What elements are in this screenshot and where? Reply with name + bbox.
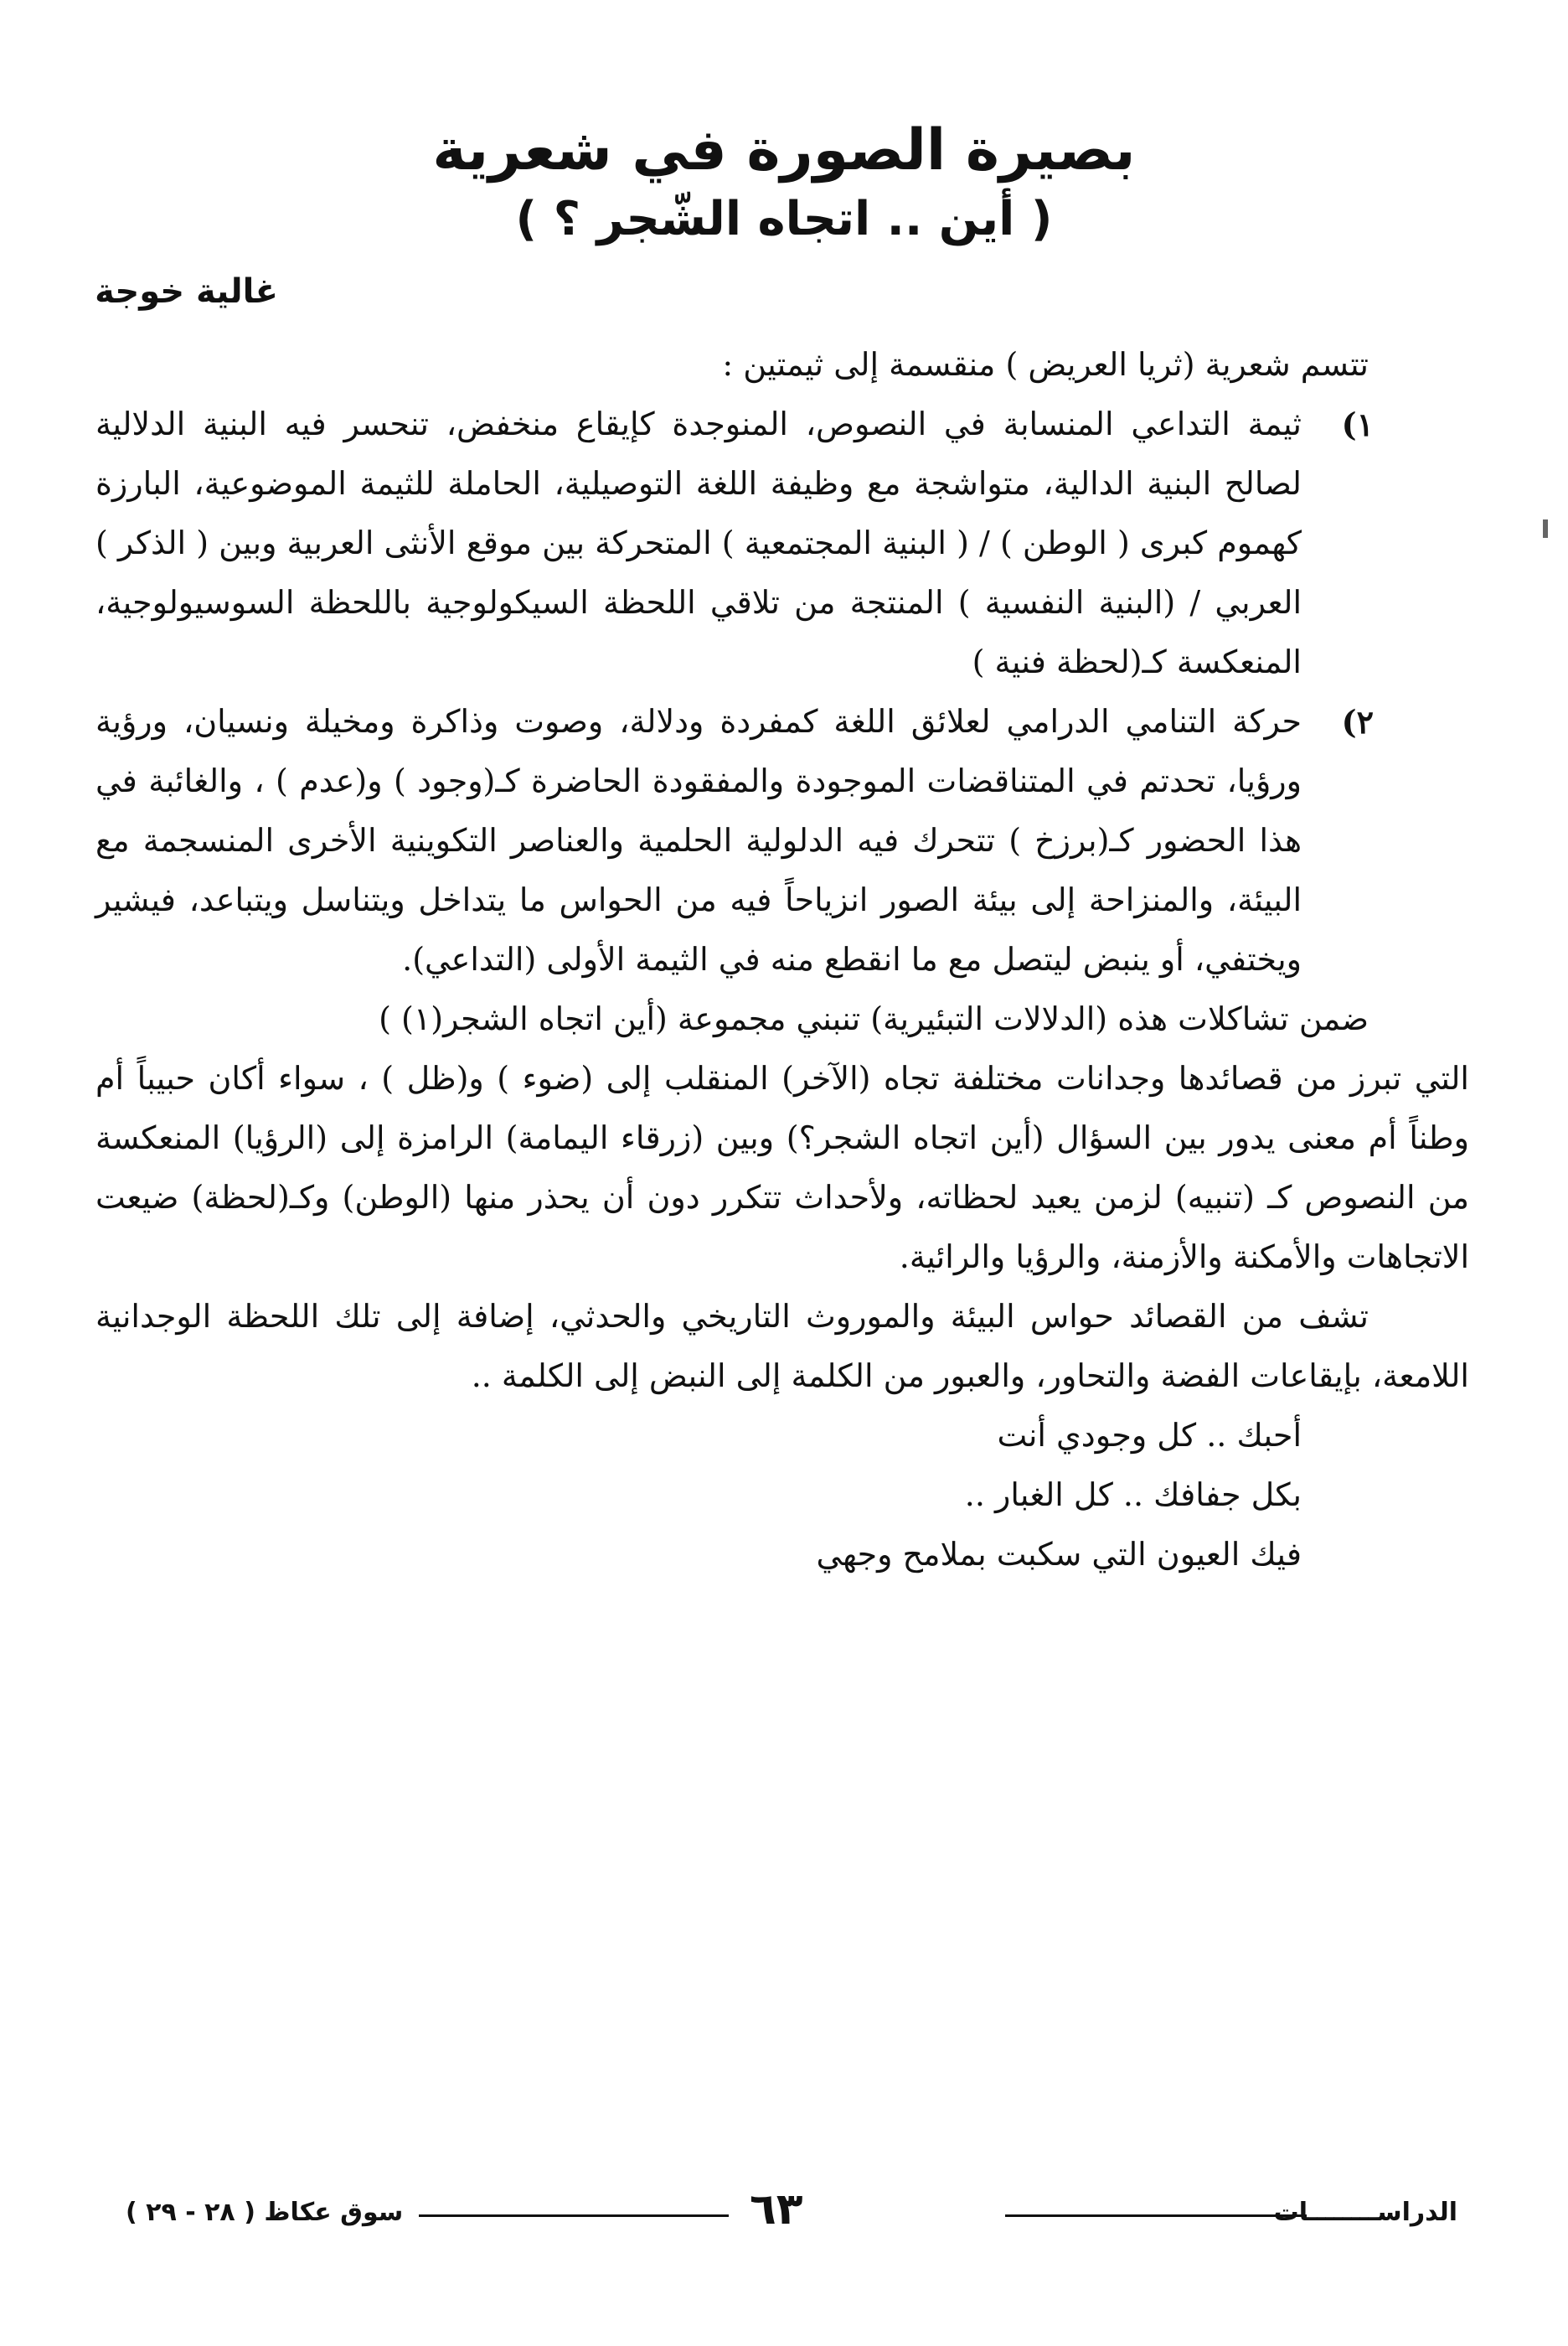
- article-title: بصيرة الصورة في شعرية: [432, 117, 1136, 183]
- theme-item: [95, 395, 1374, 692]
- poem-line: فيك العيون التي سكبت بملامح وجهي: [816, 1536, 1302, 1573]
- article-body: [95, 335, 1469, 1584]
- margin-mark: [1543, 519, 1548, 538]
- author-name: غالية خوجة: [95, 272, 278, 311]
- paragraph-main: التي تبرز من قصائدها وجدانات مختلفة تجاه (الآخر) المنقلب إلى (ضوء ) و(ظل ) ، سواء أكان حبيباً أم وطناً أم معنى يدور بين السؤال (أين اتجاه الشجر؟) وبين (زرقاء اليمامة) الرامزة إلى (الرؤيا) المنعكسة من النصوص كـ (تنبيه) لزمن يعيد لحظاته، ولأحداث تتكرر دون أن يحذر منها (الوطن) وكـ(لحظة) ضيعت الاتجاهات والأمكنة والأزمنة، والرؤيا والرائية.: [95, 1060, 1469, 1275]
- theme-item: [95, 692, 1374, 990]
- intro-paragraph: تتسم شعرية (ثريا العريض ) منقسمة إلى ثيمتين :: [722, 346, 1369, 383]
- poem-line: أحبك .. كل وجودي أنت: [997, 1417, 1302, 1454]
- section-label: الدراســــــــات: [1273, 2198, 1457, 2227]
- poem-excerpt: [95, 1406, 1302, 1584]
- page-footer: [126, 2184, 1457, 2241]
- page-number: ٦٣: [750, 2184, 803, 2235]
- paragraph-lead: ضمن تشاكلات هذه (الدلالات التبئيرية) تنبني مجموعة (أين اتجاه الشجر(١) ): [379, 1000, 1369, 1037]
- footer-divider: [419, 2214, 729, 2217]
- theme-text: حركة التنامي الدرامي لعلائق اللغة كمفردة ودلالة، وصوت وذاكرة ومخيلة ونسيان، ورؤية ورؤيا، تحدتم في المتناقضات الموجودة والمفقودة الحاضرة كـ(وجود ) و(عدم ) ، والغائبة في هذا الحضور كـ(برزخ ) تتحرك فيه الدلولية الحلمية والعناصر التكوينية الأخرى المنسجمة مع البيئة، والمنزاحة إلى بيئة الصور انزياحاً فيه من الحواس ما يتداخل ويتناسل ويتباعد، فيشير ويختفي، أو ينبض ليتصل مع ما انقطع منه في الثيمة الأولى (التداعي).: [95, 703, 1302, 978]
- paragraph-second: تشف من القصائد حواس البيئة والموروث التاريخي والحدثي، إضافة إلى تلك اللحظة الوجدانية اللامعة، بإيقاعات الفضة والتحاور، والعبور من الكلمة إلى النبض إلى الكلمة ..: [95, 1298, 1469, 1394]
- footer-divider: [1005, 2214, 1307, 2217]
- theme-number: ٢): [1341, 703, 1374, 741]
- theme-text: ثيمة التداعي المنسابة في النصوص، المنوجدة كإيقاع منخفض، تنحسر فيه البنية الدلالية لصالح البنية الدالية، متواشجة مع وظيفة اللغة التوصيلية، الحاملة للثيمة الموضوعية، البارزة كهموم كبرى ( الوطن ) / ( البنية المجتمعية ) المتحركة بين موقع الأنثى العربية وبين ( الذكر ) العربي / (البنية النفسية ) المنتجة من تلاقي اللحظة السيكولوجية باللحظة السوسيولوجية، المنعكسة كـ(لحظة فنية ): [95, 406, 1302, 680]
- article-subtitle: ( أين .. اتجاه الشّجر ؟ ): [515, 192, 1053, 246]
- themes-list: [95, 395, 1469, 990]
- poem-line: بكل جفافك .. كل الغبار ..: [964, 1476, 1302, 1513]
- journal-name: سوق عكاظ ( ٢٨ - ٢٩ ): [126, 2198, 404, 2227]
- theme-number: ١): [1341, 406, 1374, 443]
